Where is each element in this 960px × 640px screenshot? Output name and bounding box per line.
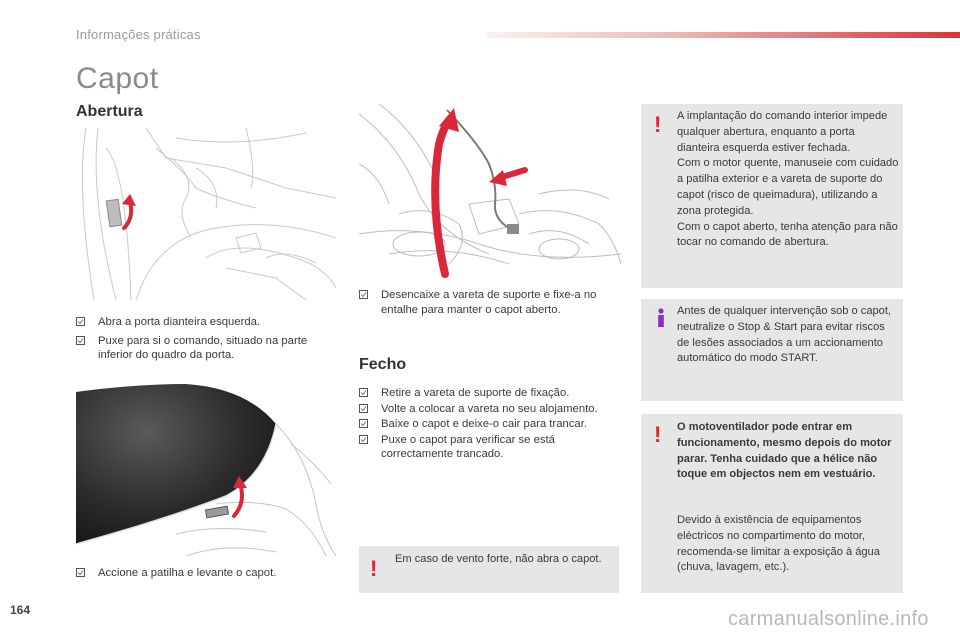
watermark: carmanualsonline.info bbox=[728, 608, 929, 630]
square-bullet-icon bbox=[76, 336, 85, 345]
closing-steps-list bbox=[359, 386, 625, 463]
opening-heading: Abertura bbox=[76, 103, 143, 120]
square-bullet-icon bbox=[76, 317, 85, 326]
wind-warning-text: Em caso de vento forte, não abra o capot. bbox=[395, 553, 602, 565]
fan-warning-bold-text: O motoventilador pode entrar em funcionamento, mesmo depois do motor parar. Tenha cuidado que a hélice não toque em objectos nem em vestuário. bbox=[677, 421, 892, 481]
square-bullet-icon bbox=[359, 388, 368, 397]
list-item: Retire a vareta de suporte de fixação. bbox=[359, 386, 625, 401]
stop-start-info-box bbox=[641, 299, 903, 401]
list-item: Baixe o capot e deixe-o cair para trancar. bbox=[359, 417, 625, 432]
square-bullet-icon bbox=[359, 404, 368, 413]
opening-steps-list-1 bbox=[76, 315, 338, 367]
info-icon bbox=[654, 308, 668, 328]
closing-heading: Fecho bbox=[359, 356, 407, 373]
list-item: Desencaixe a vareta de suporte e fixe-a no entalhe para manter o capot aberto. bbox=[359, 288, 621, 317]
stop-start-info-text: Antes de qualquer intervenção sob o capot, neutralize o Stop & Start para evitar riscos de lesões associados a um accionamento automático do modo START. bbox=[677, 305, 892, 365]
wind-warning-box bbox=[359, 546, 619, 593]
engine-bay-illustration bbox=[359, 104, 621, 278]
bonnet-release-drawing bbox=[76, 384, 336, 556]
door-frame-illustration bbox=[76, 128, 336, 300]
square-bullet-icon bbox=[359, 419, 368, 428]
warning-icon: ! bbox=[370, 556, 378, 581]
interior-control-warning-text: A implantação do comando interior impede qualquer abertura, enquanto a porta dianteira esquerda estiver fechada. Com o motor quente, manuseie com cuidado a patilha exterior e a vareta de suporte do capot (risco de queimadura), utilizando a zona protegida. Com o capot aberto, tenha atenção para não tocar no comando de abertura. bbox=[677, 110, 899, 249]
list-item: Puxe para si o comando, situado na parte inferior do quadro da porta. bbox=[76, 334, 338, 363]
square-bullet-icon bbox=[76, 568, 85, 577]
list-item: Volte a colocar a vareta no seu alojamento. bbox=[359, 402, 625, 417]
opening-steps-list-2 bbox=[76, 566, 338, 585]
fan-warning-box bbox=[641, 414, 903, 593]
opening-steps-list-3 bbox=[359, 288, 621, 321]
list-item: Puxe o capot para verificar se está correctamente trancado. bbox=[359, 433, 625, 462]
fan-warning-text: Devido à existência de equipamentos eléctricos no compartimento do motor, recomenda-se limitar a exposição à água (chuva, lavagem, etc.). bbox=[677, 514, 880, 574]
list-item: Abra a porta dianteira esquerda. bbox=[76, 315, 338, 330]
warning-icon: ! bbox=[654, 422, 662, 447]
page-number: 164 bbox=[10, 603, 31, 617]
header-accent-bar bbox=[486, 32, 960, 38]
door-frame-drawing bbox=[76, 128, 336, 300]
interior-control-warning-box bbox=[641, 104, 903, 288]
square-bullet-icon bbox=[359, 290, 368, 299]
square-bullet-icon bbox=[359, 435, 368, 444]
engine-bay-drawing bbox=[359, 104, 621, 278]
section-label: Informações práticas bbox=[76, 27, 201, 42]
bonnet-release-illustration bbox=[76, 384, 336, 556]
page-title: Capot bbox=[76, 62, 159, 95]
warning-icon: ! bbox=[654, 112, 662, 137]
list-item: Accione a patilha e levante o capot. bbox=[76, 566, 338, 581]
